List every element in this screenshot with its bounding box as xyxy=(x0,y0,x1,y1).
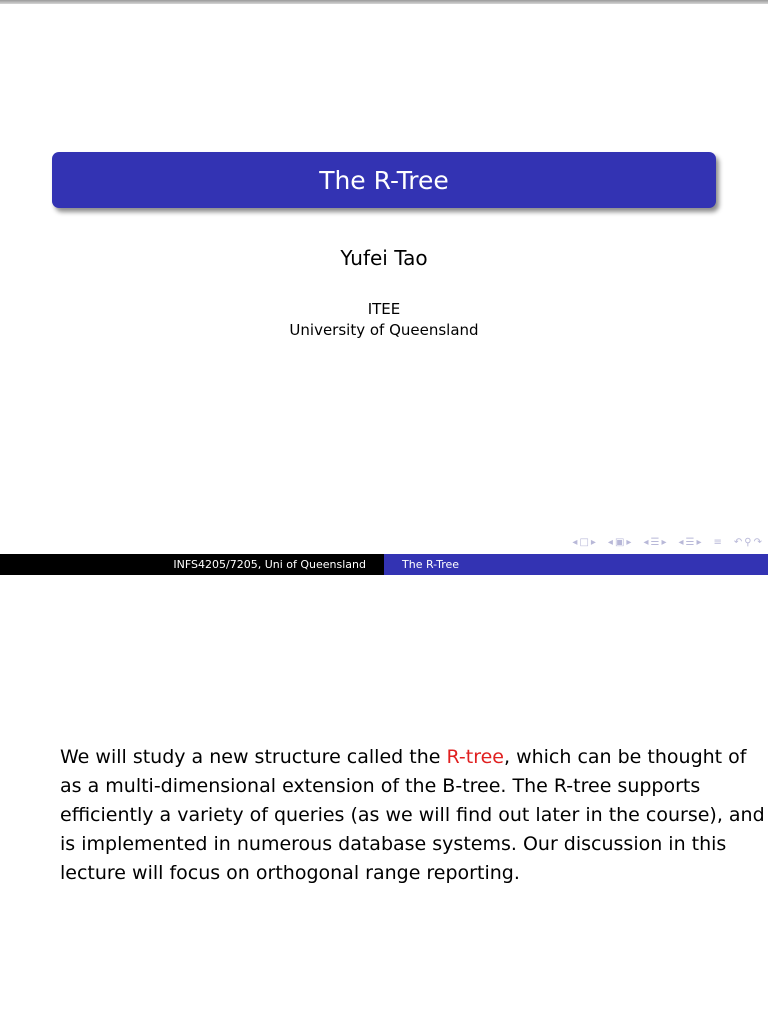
nav-next-subsection-icon[interactable]: ▸ xyxy=(626,537,632,548)
nav-subsection-icon[interactable]: ▣ xyxy=(614,537,625,548)
nav-prev-part-icon[interactable]: ◂ xyxy=(678,537,684,548)
institute-line-1: ITEE xyxy=(367,300,401,318)
top-rule xyxy=(0,0,768,4)
institute-line-2: University of Queensland xyxy=(289,321,479,339)
line1-pre: We will study a new structure called the xyxy=(60,746,447,768)
beamer-navigation-bar xyxy=(572,536,762,550)
nav-prev-section-icon[interactable]: ◂ xyxy=(643,537,649,548)
footer-title xyxy=(384,554,768,575)
nav-undo-icon[interactable]: ↶ xyxy=(733,537,743,548)
paragraph-line-2: as a multi-dimensional extension of the B-tree. The R-tree supports xyxy=(60,775,701,797)
footer-title-label: The R-Tree xyxy=(402,558,460,571)
footer-course xyxy=(0,554,384,575)
paragraph-line-1 xyxy=(60,743,747,772)
paragraph-line-3: efficiently a variety of queries (as we will find out later in the course), and xyxy=(60,804,765,826)
alert-term-rtree: R-tree xyxy=(446,746,504,768)
nav-part-icon[interactable]: ☰ xyxy=(685,537,695,548)
line1-post: , which can be thought of xyxy=(503,746,747,768)
nav-prev-subsection-icon[interactable]: ◂ xyxy=(607,537,613,548)
slide-body-paragraph xyxy=(60,743,765,888)
nav-section-icon[interactable]: ☰ xyxy=(650,537,660,548)
nav-search-icon[interactable]: ⚲ xyxy=(744,537,752,548)
paragraph-line-4: is implemented in numerous database systems. Our discussion in this xyxy=(60,833,727,855)
author-name: Yufei Tao xyxy=(340,246,428,270)
slide-footer xyxy=(0,554,768,575)
paragraph-line-5: lecture will focus on orthogonal range reporting. xyxy=(60,862,520,884)
nav-prev-frame-icon[interactable]: ◂ xyxy=(572,537,578,548)
nav-align-icon[interactable]: ≡ xyxy=(713,537,722,548)
nav-redo-icon[interactable]: ↷ xyxy=(753,537,762,548)
slide-title-box xyxy=(52,152,716,208)
nav-frame-icon[interactable]: □ xyxy=(579,537,589,548)
nav-next-frame-icon[interactable]: ▸ xyxy=(590,537,596,548)
nav-next-section-icon[interactable]: ▸ xyxy=(661,537,667,548)
footer-course-label: INFS4205/7205, Uni of Queensland xyxy=(173,558,366,571)
nav-next-part-icon[interactable]: ▸ xyxy=(696,537,702,548)
slide-title: The R-Tree xyxy=(319,165,449,195)
